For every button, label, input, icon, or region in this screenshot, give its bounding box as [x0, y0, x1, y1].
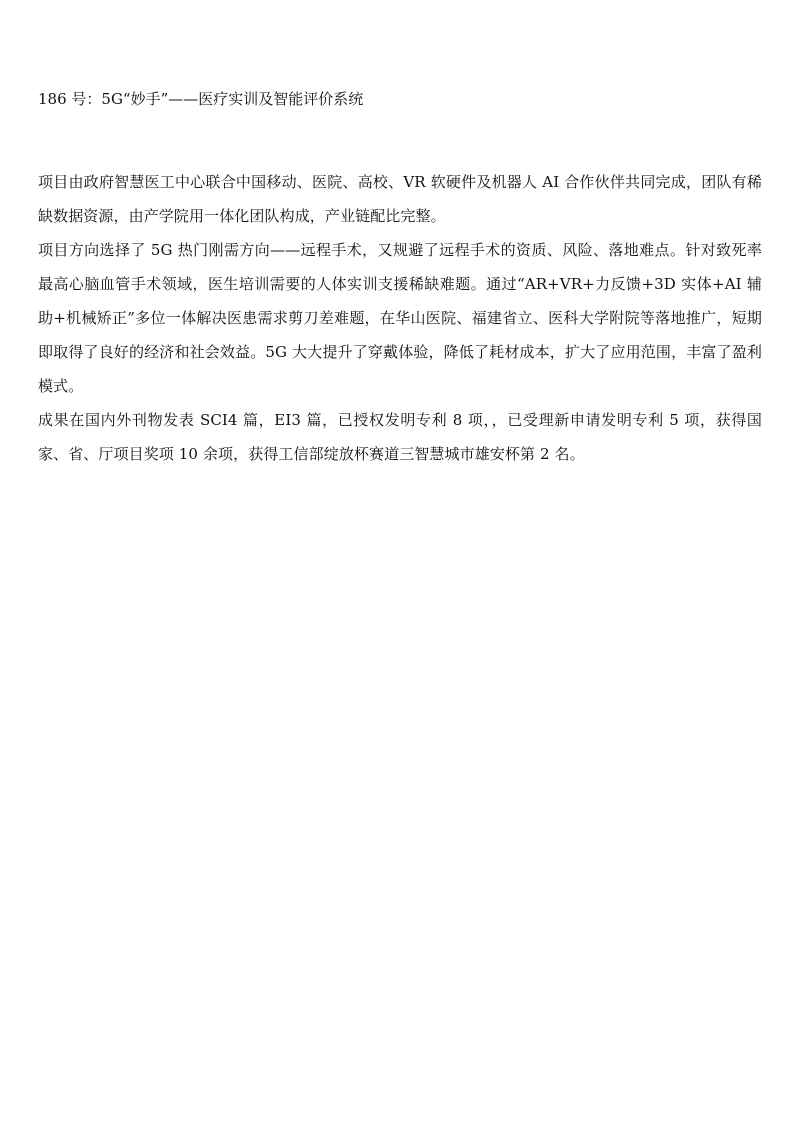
document-body	[38, 165, 762, 471]
paragraph-team: 项目由政府智慧医工中心联合中国移动、医院、高校、VR 软硬件及机器人 AI 合作伙伴共同完成，团队有稀缺数据资源，由产学院用一体化团队构成，产业链配比完整。	[38, 173, 762, 225]
document-title: 186 号：5G“妙手”——医疗实训及智能评价系统	[38, 90, 364, 108]
paragraph-direction: 项目方向选择了 5G 热门刚需方向——远程手术，又规避了远程手术的资质、风险、落地难点。针对致死率最高心脑血管手术领域，医生培训需要的人体实训支援稀缺难题。通过“AR+VR+力反馈+3D 实体+AI 辅助+机械矫正”多位一体解决医患需求剪刀差难题，在华山医院、福建省立、医科大学附院等落地推广，短期即取得了良好的经济和社会效益。5G 大大提升了穿戴体验，降低了耗材成本，扩大了应用范围，丰富了盈利模式。	[38, 241, 762, 395]
paragraph-achievements: 成果在国内外刊物发表 SCI4 篇，EI3 篇，已授权发明专利 8 项，，已受理新申请发明专利 5 项，获得国家、省、厅项目奖项 10 余项，获得工信部绽放杯赛道三智慧城市雄安杯第 2 名。	[38, 411, 762, 463]
